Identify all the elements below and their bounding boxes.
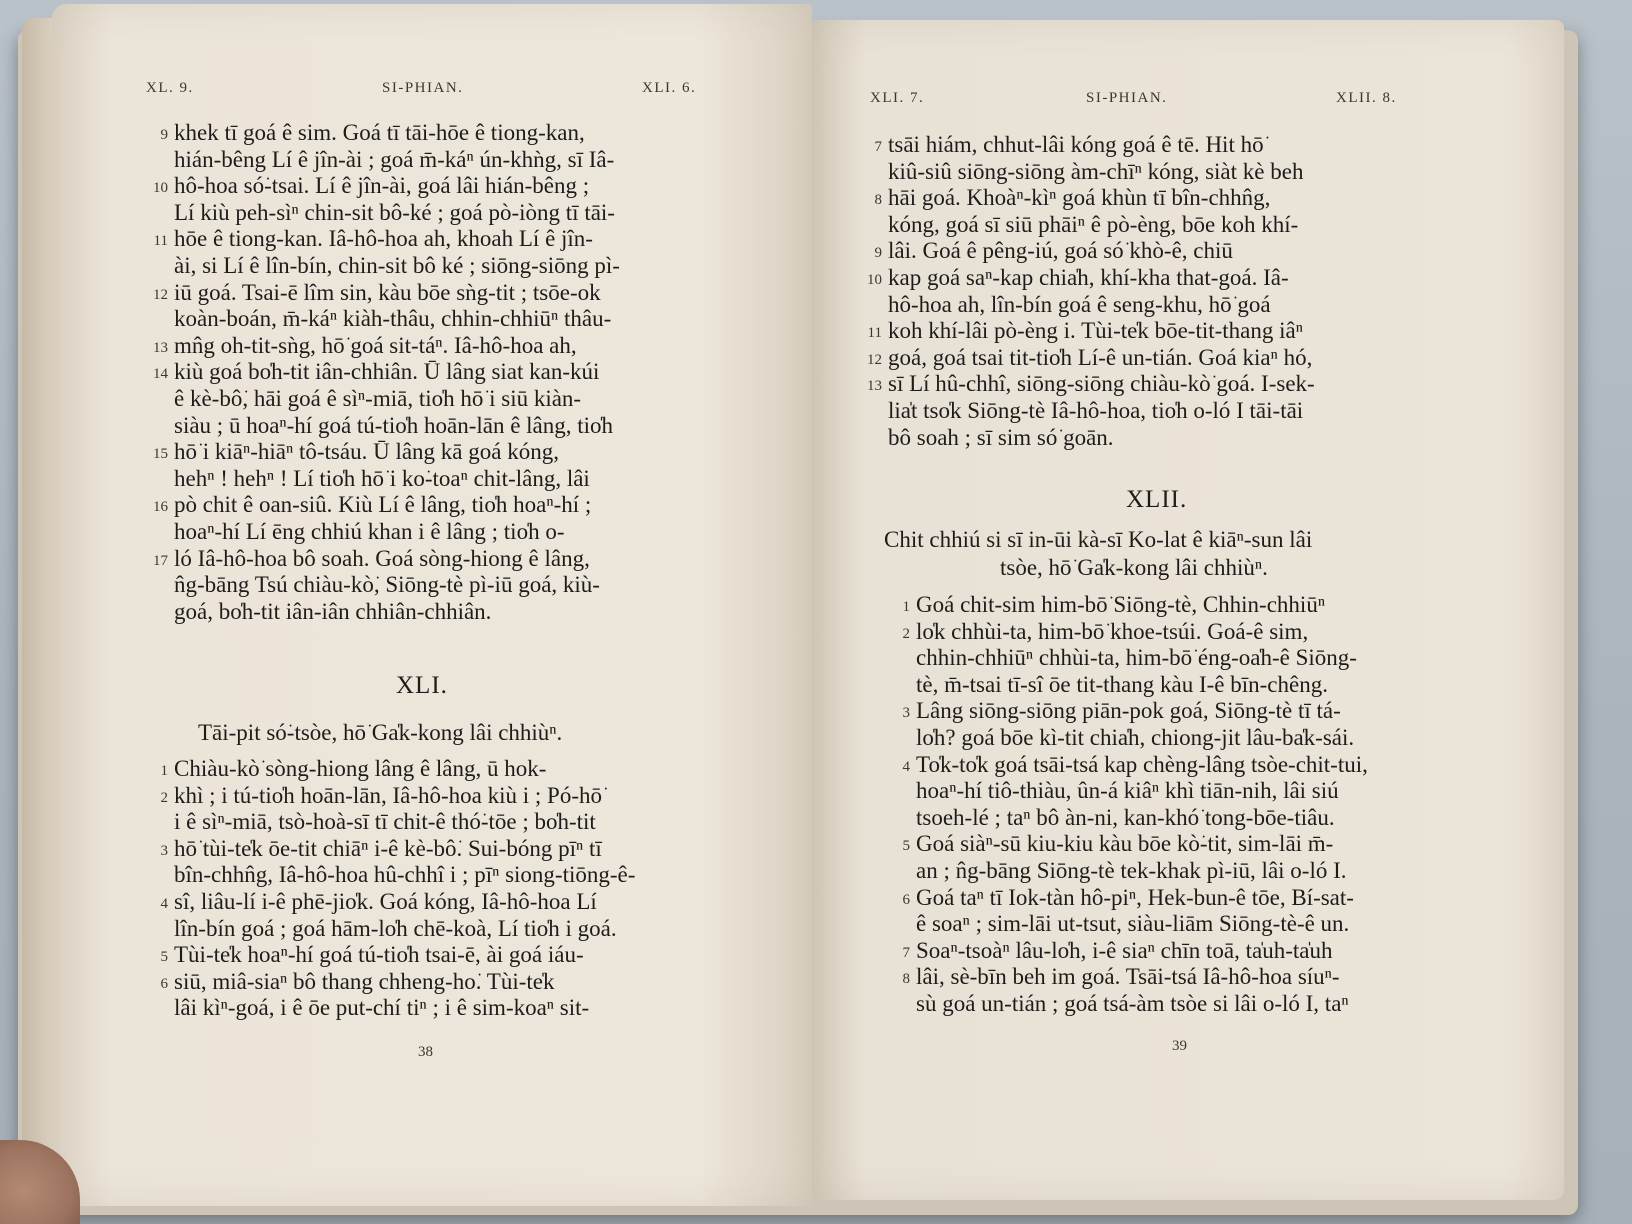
verse-number: 3 [160,842,168,859]
verse-number: 17 [153,552,168,569]
verse-number: 10 [153,180,168,197]
chapter-summary-line-1: Chit chhiú si sī in-ūi kà-sī Ko-lat ê kiāⁿ-sun lâi [884,527,1313,552]
verse-text: Soaⁿ-tsoàⁿ lâu-lo̍h, i-ê siaⁿ chīn toā, ta̍uh-ta̍uh [916,937,1333,963]
chapter-heading: XLI. [396,672,448,699]
verse-number: 6 [160,975,168,992]
verse-number: 12 [153,286,168,303]
verse-text: Tùi-te̍k hoaⁿ-hí goá tú-tio̍h tsai-ē, ài goá iáu- [174,942,584,968]
verse-text: ài, si Lí ê lîn-bín, chin-sit bô ké ; siōng-siōng pì- [174,252,620,278]
verse-text: mn̂g oh-tit-sǹg, hō͘ goá sit-táⁿ. Iâ-hô-hoa ah, [174,332,577,358]
verse-text: sù goá un-tián ; goá tsá-àm tsòe si lâi o-ló I, taⁿ [916,990,1349,1016]
verse-text: ê kè-bô͘, hāi goá ê sìⁿ-miā, tio̍h hō͘ i siū kiàn- [174,385,582,411]
chapter-summary: Tāi-pit só͘-tsòe, hō͘ Ga̍k-kong lâi chhiùⁿ. [198,720,563,745]
verse-number: 6 [902,891,910,908]
verse-number: 16 [153,499,168,516]
verse-text: i ê sìⁿ-miā, tsò-hoà-sī tī chit-ê thó͘-tōe ; bo̍h-tit [174,809,596,835]
verse-text: lâi, sè-bīn beh im goá. Tsāi-tsá Iâ-hô-hoa síuⁿ- [916,964,1340,990]
verse-text: hō͘ i kiāⁿ-hiāⁿ tô-tsáu. Ū lâng kā goá kóng, [174,439,559,465]
verse-text: goá, goá tsai tit-tio̍h Lí-ê un-tián. Goá kiaⁿ hó, [888,344,1313,370]
verse-text: kap goá saⁿ-kap chia̍h, khí-kha that-goá. Iâ- [888,264,1289,290]
verse-text: hián-bêng Lí ê jîn-ài ; goá m̄-káⁿ ún-khǹg, sī Iâ- [174,146,615,172]
verse-text: lo̍h? goá bōe kì-tit chia̍h, chiong-jit lâu-ba̍k-sái. [916,724,1355,750]
verse-text: kiù goá bo̍h-tit iân-chhiân. Ū lâng siat kan-kúi [174,359,600,385]
verse-text: goá, bo̍h-tit iân-iân chhiân-chhiân. [174,598,492,624]
verse-text: koh khí-lâi pò-èng i. Tùi-te̍k bōe-tit-thang iâⁿ [888,318,1303,344]
verse-text: Lâng siōng-siōng piān-pok goá, Siōng-tè tī tá- [916,698,1341,724]
verse-text: ló Iâ-hô-hoa bô soah. Goá sòng-hiong ê lâng, [174,545,590,571]
verse-text: tè, m̄-tsai tī-sî ōe tit-thang kàu I-ê bīn-chêng. [916,671,1328,697]
verse-number: 2 [160,789,168,806]
verse-text: lâi kìⁿ-goá, i ê ōe put-chí tiⁿ ; i ê sim-koaⁿ sit- [174,995,590,1021]
verse-number: 1 [902,599,910,615]
verse-text: Goá taⁿ tī Iok-tàn hô-piⁿ, Hek-bun-ê tōe, Bí-sat- [916,884,1354,910]
verse-text: bîn-chhn̂g, Iâ-hô-hoa hû-chhî i ; pīⁿ siong-tiōng-ê- [174,862,636,888]
verse-number: 12 [867,351,882,368]
verse-number: 5 [902,838,910,855]
verse-text: hōe ê tiong-kan. Iâ-hô-hoa ah, khoah Lí ê jîn- [174,226,593,252]
verse-text: kóng, goá sī siū phāiⁿ ê pò-èng, bōe koh khí- [888,211,1299,237]
verse-text: tsāi hiám, chhut-lâi kóng goá ê tē. Hit hō͘ [888,132,1264,157]
verse-text: kiû-siû siōng-siōng àm-chīⁿ kóng, siàt kè beh [888,158,1304,184]
verse-number: 8 [874,192,882,209]
running-head-title: SI-PHIAN. [1086,90,1168,106]
verse-number: 2 [902,625,910,642]
verse-text: siàu ; ū hoaⁿ-hí goá tú-tio̍h hoān-lān ê lâng, tio̍h [174,412,614,438]
verse-text: sî, liâu-lí i-ê phē-jio̍k. Goá kóng, Iâ-hô-hoa Lí [174,888,597,914]
verse-number: 9 [874,245,882,262]
verse-text: ê soaⁿ ; sim-lāi ut-tsut, siàu-liām Siōng-tè-ê un. [916,911,1350,937]
verse-text: bô soah ; sī sim só͘ goān. [888,424,1114,450]
verse-number: 15 [153,446,168,463]
verse-text: hehⁿ ! hehⁿ ! Lí tio̍h hō͘ i ko͘-toaⁿ chit-lâng, lâi [174,465,590,491]
left-page [52,4,812,1206]
running-head-right: XLII. 8. [1336,90,1397,106]
verse-number: 14 [153,366,168,383]
verse-text: lâi. Goá ê pêng-iú, goá só͘ khò-ê, chiū [888,238,1233,264]
running-head-title: SI-PHIAN. [382,80,464,96]
verse-text: pò chit ê oan-siû. Kiù Lí ê lâng, tio̍h hoaⁿ-hí ; [174,492,592,518]
verse-text: hō͘ tùi-te̍k ōe-tit chiāⁿ i-ê kè-bô͘. Sui-bóng pīⁿ tī [174,835,602,861]
verse-number: 7 [874,139,882,155]
verse-number: 13 [153,339,168,356]
verse-text: an ; n̂g-bāng Siōng-tè tek-khak pì-iū, lâi o-ló I. [916,857,1347,883]
verse-number: 4 [160,895,168,912]
running-head-left: XL. 9. [146,80,194,96]
verse-text: lîn-bín goá ; goá hām-lo̍h chē-koà, Lí tio̍h i goá. [174,915,617,941]
verse-text: hāi goá. Khoàⁿ-kìⁿ goá khùn tī bîn-chhn̂g, [888,185,1271,211]
verse-text: lia̍t tso̍k Siōng-tè Iâ-hô-hoa, tio̍h o-ló I tāi-tāi [888,397,1304,423]
verse-text: chhin-chhiūⁿ chhùi-ta, him-bō͘ éng-oa̍h-ê Siōng- [916,645,1357,671]
running-head-left: XLI. 7. [870,90,925,106]
verse-text: hoaⁿ-hí tiô-thiàu, ûn-á kiâⁿ khì tiān-nih, lâi siú [916,778,1339,804]
verse-text: To̍k-to̍k goá tsāi-tsá kap chèng-lâng tsòe-chit-tui, [916,751,1368,777]
verse-text: Goá chit-sim him-bō͘ Siōng-tè, Chhin-chhiūⁿ [916,592,1326,617]
verse-number: 13 [867,378,882,395]
verse-number: 10 [867,271,882,288]
chapter-summary-line-2: tsòe, hō͘ Ga̍k-kong lâi chhiùⁿ. [1000,555,1268,580]
verse-number: 4 [902,758,910,775]
verse-text: hô-hoa só͘-tsai. Lí ê jîn-ài, goá lâi hián-bêng ; [174,173,590,199]
verse-number: 9 [160,127,168,143]
verse-text: Chiàu-kò͘ sòng-hiong lâng ê lâng, ū hok- [174,756,547,781]
page-number: 39 [1172,1038,1187,1054]
verse-text: koàn-boán, m̄-káⁿ kiàh-thâu, chhin-chhiūⁿ thâu- [174,306,612,332]
running-head-right: XLI. 6. [642,80,697,96]
verse-number: 3 [902,705,910,722]
verse-number: 5 [160,949,168,966]
verse-number: 8 [902,971,910,988]
verse-number: 7 [902,944,910,961]
verse-text: Lí kiù peh-sìⁿ chin-sit bô-ké ; goá pò-iòng tī tāi- [174,199,615,225]
page-number: 38 [418,1044,433,1060]
verse-text: iū goá. Tsai-ē lîm sin, kàu bōe sǹg-tit ; tsōe-ok [174,279,601,305]
right-page [812,20,1564,1200]
chapter-heading: XLII. [1126,486,1188,513]
verse-text: khì ; i tú-tio̍h hoān-lān, Iâ-hô-hoa kiù i ; Pó-hō͘ [174,782,602,808]
verse-text: tsoeh-lé ; taⁿ bô àn-ni, kan-khó͘ tong-bōe-tiâu. [916,804,1335,830]
verse-text: Goá siàⁿ-sū kiu-kiu kàu bōe kò͘-tit, sim-lāi m̄- [916,831,1334,857]
verse-text: hô-hoa ah, lîn-bín goá ê seng-khu, hō͘ goá [888,291,1271,317]
verse-number: 11 [867,325,882,342]
verse-text: n̂g-bāng Tsú chiàu-kò͘, Siōng-tè pì-iū goá, kiù- [174,572,600,598]
verse-text: lo̍k chhùi-ta, him-bō͘ khoe-tsúi. Goá-ê sim, [916,618,1309,644]
verse-number: 11 [153,233,168,250]
verse-text: sī Lí hû-chhî, siōng-siōng chiàu-kò͘ goá. I-sek- [888,371,1315,397]
verse-text: khek tī goá ê sim. Goá tī tāi-hōe ê tiong-kan, [174,120,585,145]
verse-text: hoaⁿ-hí Lí ēng chhiú khan i ê lâng ; tio̍h o- [174,518,565,544]
verse-number: 1 [160,763,168,779]
verse-text: siū, miâ-siaⁿ bô thang chheng-ho͘. Tùi-te̍k [174,968,555,994]
